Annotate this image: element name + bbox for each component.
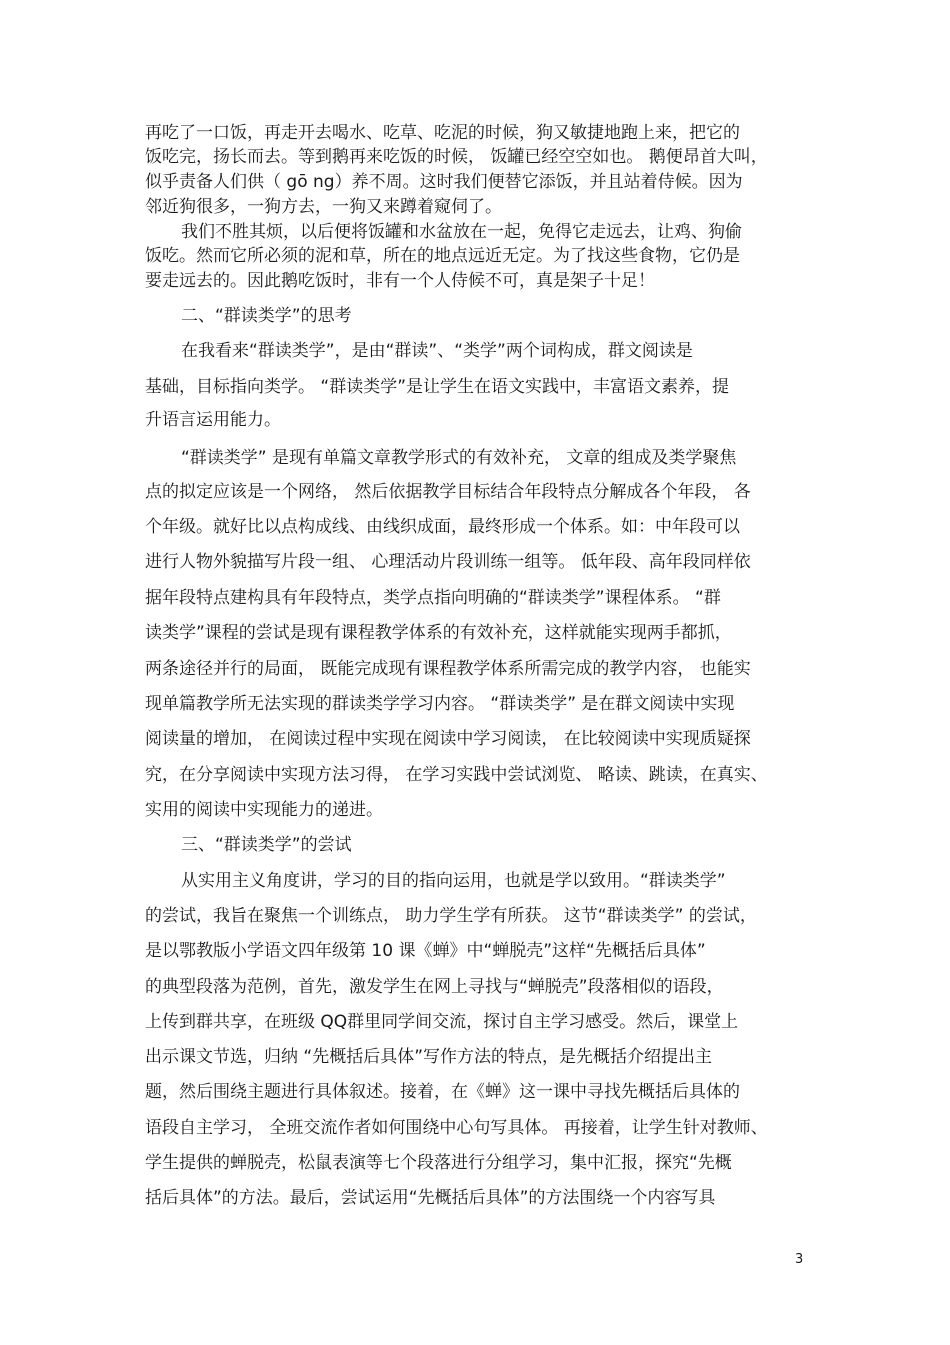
body-line: 据年段特点建构具有年段特点，类学点指向明确的“群读类学”课程体系。 “群 [145, 588, 721, 608]
body-line: 的典型段落为范例，首先，激发学生在网上寻找与“蝉脱壳”段落相似的语段， [145, 977, 724, 997]
body-line: 从实用主义角度讲，学习的目的指向运用，也就是学以致用。“群读类学” [181, 871, 726, 891]
body-line: 括后具体”的方法。最后，尝试运用“先概括后具体”的方法围绕一个内容写具 [145, 1188, 716, 1208]
body-line: 似乎责备人们供（ gō ng）养不周。这时我们便替它添饭，并且站着侍候。因为 [145, 172, 743, 192]
body-line: 升语言运用能力。 [145, 410, 281, 430]
body-line: 究，在分享阅读中实现方法习得， 在学习实践中尝试浏览、 略读、跳读，在真实、 [145, 765, 768, 785]
body-line: 是以鄂教版小学语文四年级第 10 课《蝉》中“蝉脱壳”这样“先概括后具体” [145, 941, 706, 961]
body-line: 饭吃完，扬长而去。等到鹅再来吃饭的时候， 饭罐已经空空如也。 鹅便昂首大叫， [145, 147, 768, 167]
body-line: 语段自主学习， 全班交流作者如何围绕中心句写具体。 再接着，让学生针对教师、 [145, 1118, 768, 1138]
section-heading: 三、“群读类学”的尝试 [181, 835, 352, 855]
body-line: 学生提供的蝉脱壳，松鼠表演等七个段落进行分组学习，集中汇报，探究“先概 [145, 1153, 732, 1173]
page-number: 3 [795, 1252, 804, 1267]
body-line: “群读类学” 是现有单篇文章教学形式的有效补充， 文章的组成及类学聚焦 [181, 448, 737, 468]
body-line: 进行人物外貌描写片段一组、 心理活动片段训练一组等。 低年段、高年段同样依 [145, 552, 751, 572]
body-line: 在我看来“群读类学”，是由“群读”、“类学”两个词构成，群文阅读是 [181, 341, 693, 361]
body-line: 的尝试，我旨在聚焦一个训练点， 助力学生学有所获。 这节“群读类学” 的尝试， [145, 906, 757, 926]
body-line: 再吃了一口饭，再走开去喝水、吃草、吃泥的时候，狗又敏捷地跑上来，把它的 [145, 123, 740, 143]
body-line: 读类学”课程的尝试是现有课程教学体系的有效补充，这样就能实现两手都抓， [145, 623, 732, 643]
body-line: 出示课文节选，归纳 “先概括后具体”写作方法的特点，是先概括介绍提出主 [145, 1047, 713, 1067]
body-line: 上传到群共享，在班级 QQ群里同学间交流，探讨自主学习感受。然后，课堂上 [145, 1012, 739, 1032]
body-line: 题，然后围绕主题进行具体叙述。接着，在《蝉》这一课中寻找先概括后具体的 [145, 1082, 740, 1102]
body-line: 基础，目标指向类学。 “群读类学”是让学生在语文实践中，丰富语文素养，提 [145, 377, 730, 397]
body-line: 阅读量的增加， 在阅读过程中实现在阅读中学习阅读， 在比较阅读中实现质疑探 [145, 729, 751, 749]
body-line: 饭吃。然而它所必须的泥和草，所在的地点远近无定。为了找这些食物，它仍是 [145, 246, 740, 266]
body-line: 点的拟定应该是一个网络， 然后依据教学目标结合年段特点分解成各个年段， 各 [145, 482, 751, 502]
body-line: 两条途径并行的局面， 既能完成现有课程教学体系所需完成的教学内容， 也能实 [145, 659, 751, 679]
body-line: 现单篇教学所无法实现的群读类学学习内容。 “群读类学” 是在群文阅读中实现 [145, 694, 735, 714]
body-line: 个年级。就好比以点构成线、由线织成面，最终形成一个体系。如：中年段可以 [145, 517, 740, 537]
body-line: 邻近狗很多，一狗方去，一狗又来蹲着窥伺了。 [145, 197, 502, 217]
body-line: 实用的阅读中实现能力的递进。 [145, 800, 383, 820]
body-line: 我们不胜其烦，以后便将饭罐和水盆放在一起，免得它走远去，让鸡、狗偷 [181, 222, 742, 242]
body-line: 要走远去的。因此鹅吃饭时，非有一个人侍候不可，真是架子十足！ [145, 271, 655, 291]
section-heading: 二、“群读类学”的思考 [181, 306, 352, 326]
